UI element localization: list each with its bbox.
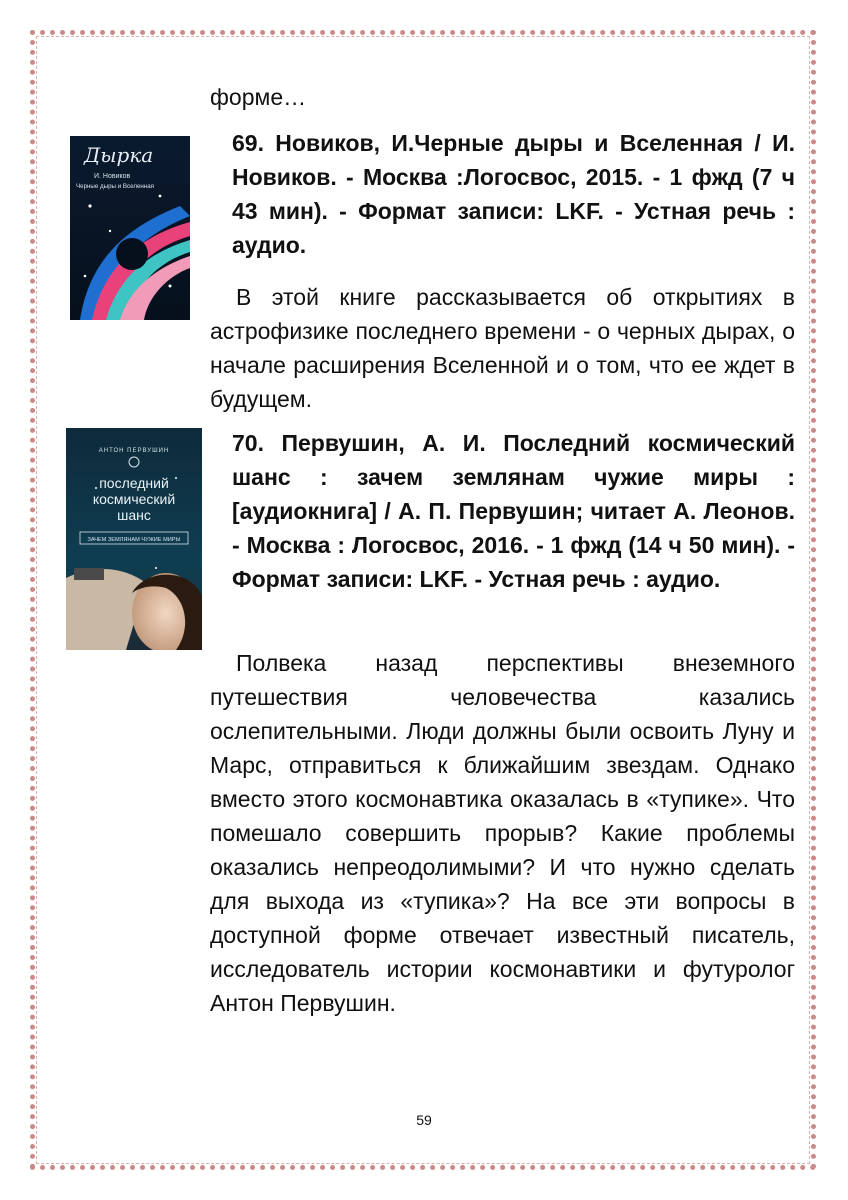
book-cover-pervushin [66,428,202,650]
entry-70-title: 70. Первушин, А. И. Последний космический шанс : зачем землянам чужие миры : [аудиокнига] / А. П. Первушин; читает А. Леонов. - Москва : Логосвос, 2016. - 1 фжд (14 ч 50 мин). - Формат записи: LKF. - Устная речь : аудио. [232,430,795,592]
cover-author: АНТОН ПЕРВУШИН [98,448,170,454]
cover-title-line1: последний [99,475,169,491]
page-number: 59 [416,1112,432,1128]
cover-subtitle: ЗАЧЕМ ЗЕМЛЯНАМ ЧУЖИЕ МИРЫ [87,537,181,543]
entry-70-description: Полвека назад перспективы внеземного путешествия человечества казались ослепительными. Люди должны были освоить Луну и Марс, отправиться к ближайшим звездам. Однако вместо этого космонавтика оказалась в «тупике». Что помешало совершить прорыв? Какие проблемы оказались непреодолимыми? И что нужно сделать для выхода из «тупика»? На все эти вопросы в доступной форме отвечает известный писатель, исследователь истории космонавтики и футуролог Антон Первушин. [210,650,795,1016]
cover-title-line3: шанс [117,507,151,523]
top-fragment: форме… [210,84,307,110]
cover-title: Черные дыры и Вселенная [76,183,155,190]
book-cover-novikov [70,136,190,320]
cover-title-line2: космический [92,491,176,507]
entry-69-title: 69. Новиков, И.Черные дыры и Вселенная / И. Новиков. - Москва :Логосвос, 2015. - 1 фжд (7 ч 43 мин). - Формат записи: LKF. - Устная речь : аудио. [232,130,795,258]
cover-series: Дырка [84,143,154,167]
cover-author: И. Новиков [94,173,131,180]
entry-69-description: В этой книге рассказывается об открытиях в астрофизике последнего времени - о черных дырах, о начале расширения Вселенной и о том, что ее ждет в будущем. [210,284,795,412]
